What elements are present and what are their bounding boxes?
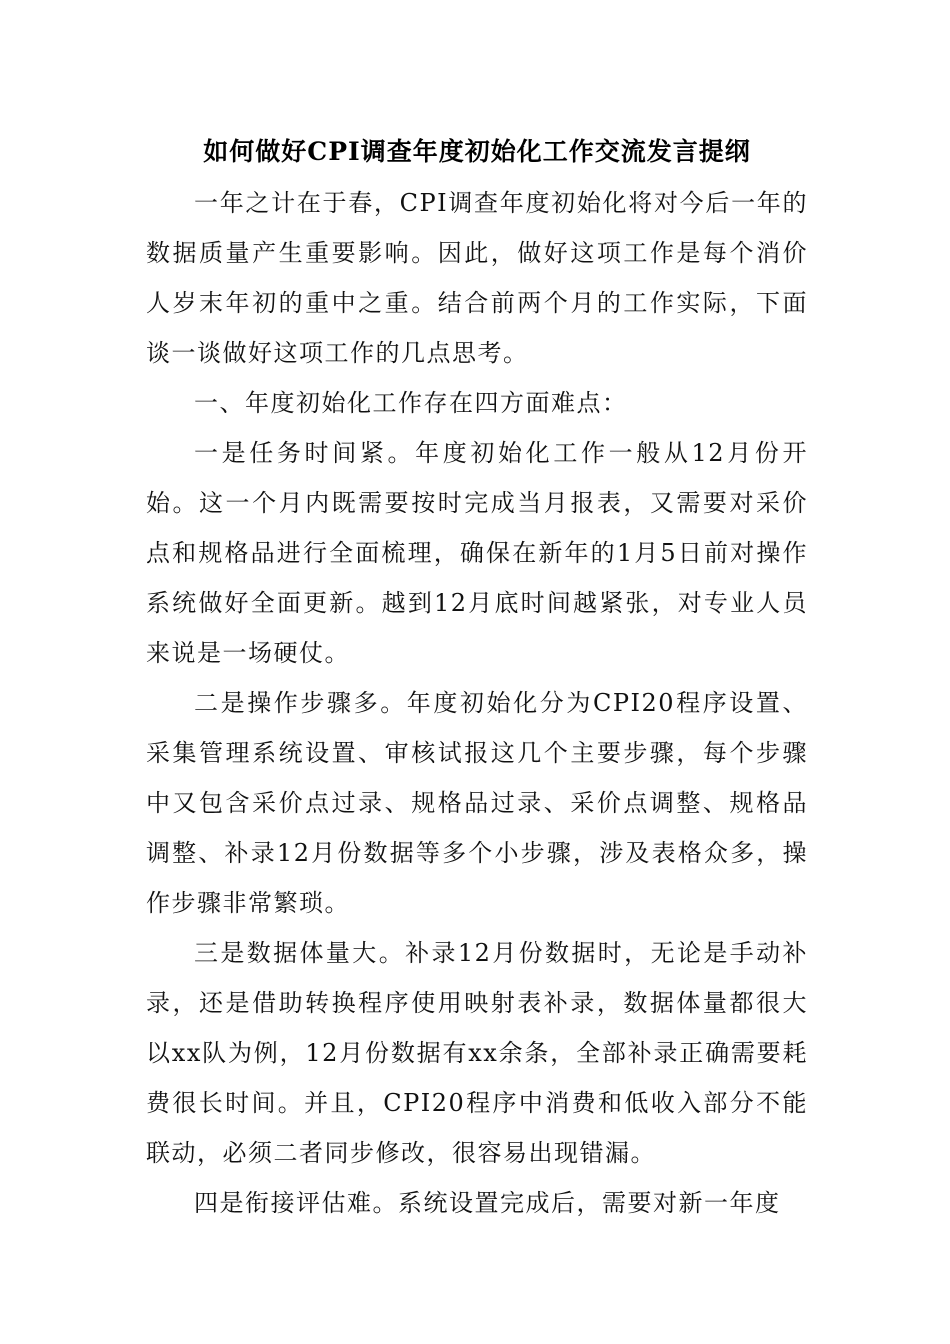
paragraph-section-heading: 一、年度初始化工作存在四方面难点： xyxy=(194,389,628,417)
paragraph-point-2: 二是操作步骤多。年度初始化分为CPI20程序设置、采集管理系统设置、审核试报这几个主要步骤，每个步骤中又包含采价点过录、规格品过录、采价点调整、规格品调整、补录12月份数据等多个小步骤，涉及表格众多，操作步骤非常繁琐。 xyxy=(146,689,808,917)
document-title: 如何做好CPI调查年度初始化工作交流发言提纲 xyxy=(203,137,751,166)
paragraph-point-1: 一是任务时间紧。年度初始化工作一般从12月份开始。这一个月内既需要按时完成当月报表，又需要对采价点和规格品进行全面梳理，确保在新年的1月5日前对操作系统做好全面更新。越到12月底时间越紧张，对专业人员来说是一场硬仗。 xyxy=(146,439,808,667)
paragraph-point-4: 四是衔接评估难。系统设置完成后，需要对新一年度 xyxy=(194,1189,781,1217)
paragraph-intro: 一年之计在于春，CPI调查年度初始化将对今后一年的数据质量产生重要影响。因此，做好这项工作是每个消价人岁末年初的重中之重。结合前两个月的工作实际，下面谈一谈做好这项工作的几点思考。 xyxy=(146,189,808,367)
document-body xyxy=(146,126,808,1228)
paragraph-point-3: 三是数据体量大。补录12月份数据时，无论是手动补录，还是借助转换程序使用映射表补录，数据体量都很大以xx队为例，12月份数据有xx余条，全部补录正确需要耗费很长时间。并且，CPI20程序中消费和低收入部分不能联动，必须二者同步修改，很容易出现错漏。 xyxy=(146,939,808,1167)
